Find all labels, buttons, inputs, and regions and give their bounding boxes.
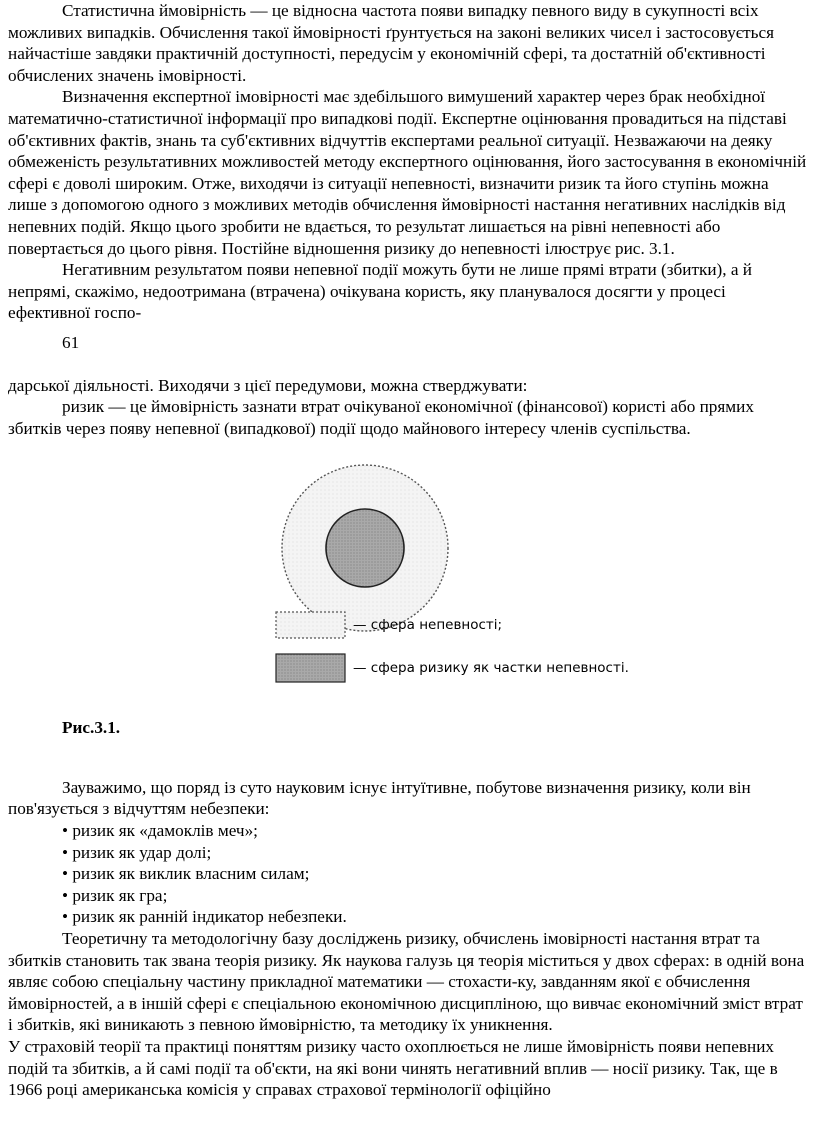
list-item: • ризик як гра; bbox=[62, 885, 168, 905]
paragraph-expert-probability: Визначення експертної імовірності має здебільшого вимушений характер через брак необхідної математично-статистичної інформації про випадкові події. Експертне оцінювання провадиться на підставі об'єктивних фактів, знань та суб'єктивних відчуттів експертами реальної ситуації. Незважаючи на деяку обмеженість результативних можливостей методу експертного оцінювання, його застосування в економічній сфері є доволі широким. Отже, виходячи із ситуації непевності, визначити ризик та його ступінь можна лише з допомогою одного з можливих методів обчислення ймовірності настання негативних наслідків від непевних подій. Якщо цього зробити не вдається, то результат лишається на рівні непевності або повертається до цього рівня. Постійне відношення ризику до непевності ілюструє рис. 3.1. bbox=[8, 87, 807, 258]
paragraph-insurance-theory: У страховій теорії та практиці поняттям ризику часто охоплюється не лише ймовірність появи непевних подій та збитків, а й самі події та об'єкти, на які вони чинять негативний вплив — носії ризику. Так, ще в 1966 році американська комісія у справах страхової термінології офіційно bbox=[8, 1037, 778, 1100]
list-item: • ризик як удар долі; bbox=[62, 842, 212, 862]
legend-uncertainty-label: — сфера непевності; bbox=[353, 617, 503, 634]
paragraph-negative-result: Негативним результатом появи непевної події можуть бути не лише прямі втрати (збитки), а й непрямі, скажімо, недоотримана (втрачена) очікувана користь, яку планувалося досягти у процесі ефективної госпо- bbox=[8, 260, 752, 323]
figure-risk-uncertainty bbox=[8, 453, 811, 711]
legend-uncertainty-swatch bbox=[276, 612, 345, 638]
paragraph-continuation: дарської діяльності. Виходячи з цієї передумови, можна стверджувати: bbox=[8, 375, 528, 395]
paragraph-statistical-probability: Статистична ймовірність — це відносна частота появи випадку певного виду в сукупності всіх можливих випадків. Обчислення такої ймовірності ґрунтується на законі великих чисел і застосовується найчастіше завдяки практичній доступності, передусім у економічній сфері, та достатній об'єктивності обчислених значень імовірності. bbox=[8, 1, 775, 85]
list-item: • ризик як виклик власним силам; bbox=[62, 864, 310, 884]
figure-caption: Рис.3.1. bbox=[62, 718, 121, 738]
risk-sphere bbox=[326, 509, 404, 587]
list-item: • ризик як ранній індикатор небезпеки. bbox=[62, 907, 347, 927]
document-page bbox=[8, 0, 811, 1101]
list-item: • ризик як «дамоклів меч»; bbox=[62, 821, 258, 841]
figure-diagram bbox=[8, 453, 811, 711]
page-number: 61 bbox=[62, 332, 80, 352]
paragraph-risk-definition: ризик — це ймовірність зазнати втрат очікуваної економічної (фінансової) користі або прямих збитків через появу непевної (випадкової) події щодо майнового інтересу членів суспільства. bbox=[8, 397, 754, 438]
legend-risk-label: — сфера ризику як частки непевності. bbox=[353, 660, 629, 677]
paragraph-risk-theory: Теоретичну та методологічну базу досліджень ризику, обчислень імовірності настання втрат та збитків становить так звана теорія ризику. Як наукова галузь ця теорія міститься у двох сферах: в одній вона являє собою спеціальну частину прикладної математики — стохасти-ку, завданням якої є обчислення ймовірностей, а в іншій сфері є спеціальною економічною дисципліною, що вивчає економічний зміст втрат і збитків, які виникають з певною ймовірністю, та методику їх уникнення. bbox=[8, 929, 805, 1035]
legend-risk-swatch bbox=[276, 654, 345, 682]
paragraph-intuitive-definition: Зауважимо, що поряд із суто науковим існує інтуїтивне, побутове визначення ризику, коли він пов'язується з відчуттям небезпеки: bbox=[8, 777, 751, 819]
